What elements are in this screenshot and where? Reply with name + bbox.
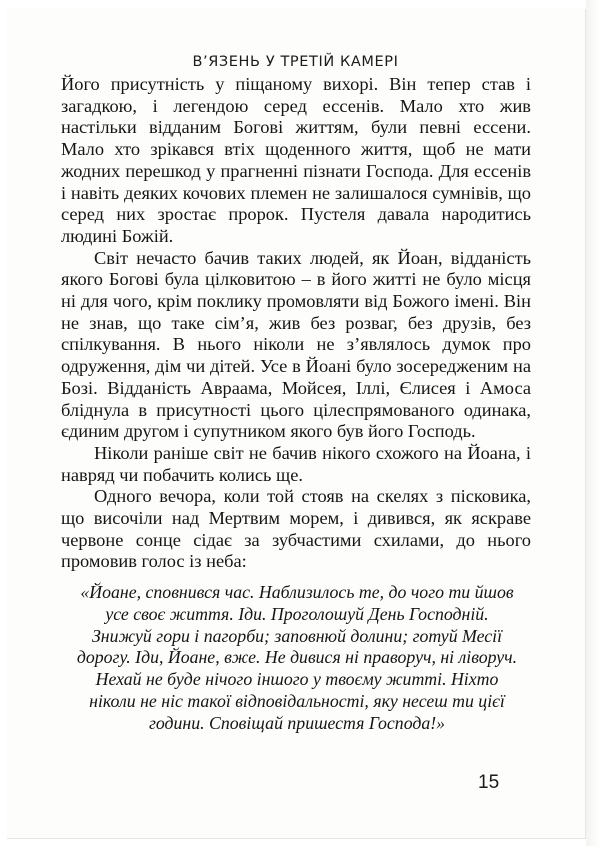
main-text bbox=[61, 74, 531, 573]
divine-quote: «Йоане, сповнився час. Наблизилось те, до чого ти йшов усе своє життя. Іди. Проголошуй День Господній. Знижуй гори і пагорби; заповнюй долини; готуй Месії дорогу. Іди, Йоане, вже. Не дивися ні праворуч, ні ліворуч. Нехай не буде нічого іншого у твоєму житті. Ніхто ніколи не ніс такої відповідальності, яку несеш ти цієї години. Сповіщай пришестя Господа!» bbox=[76, 582, 518, 733]
book-page bbox=[6, 8, 585, 838]
page-number: 15 bbox=[478, 772, 500, 793]
running-header: В’ЯЗЕНЬ У ТРЕТІЙ КАМЕРІ bbox=[192, 54, 399, 70]
paragraph-1: Його присутність у піщаному вихорі. Він тепер став і загадкою, і легендою серед ессенів. Мало хто жив настільки відданим Богові життям, були певні ессени. Мало хто зрікався втіх щоденного життя, щоб не мати жодних перешкод у прагненні пізнати Господа. Для ессенів і навіть деяких кочових племен не залишалося сумнівів, що серед них зростає пророк. Пустеля давала народитись людині Божій. bbox=[61, 74, 531, 246]
paragraph-4: Одного вечора, коли той стояв на скелях з пісковика, що височіли над Мертвим морем, і дивився, як яскраве червоне сонце сідає за зубчастими схилами, до нього промовив голос із неба: bbox=[61, 486, 531, 572]
paragraph-2: Світ нечасто бачив таких людей, як Йоан, відданість якого Богові була цілковитою – в його житті не було місця ні для чого, крім поклику промовляти від Божого імені. Він не знав, що таке сім’я, жив без розваг, без друзів, без спілкування. В нього ніколи не з’являлось думок про одруження, дім чи дітей. Усе в Йоані було зосередженим на Бозі. Відданість Авраама, Мойсея, Іллі, Єлисея і Амоса бліднула в присутності цього цілеспрямованого одинака, єдиним другом і супутником якого був його Господь. bbox=[61, 247, 531, 442]
page-edge-shadow bbox=[586, 0, 600, 846]
paragraph-3: Ніколи раніше світ не бачив нікого схожого на Йоана, і навряд чи побачить колись ще. bbox=[61, 442, 531, 485]
